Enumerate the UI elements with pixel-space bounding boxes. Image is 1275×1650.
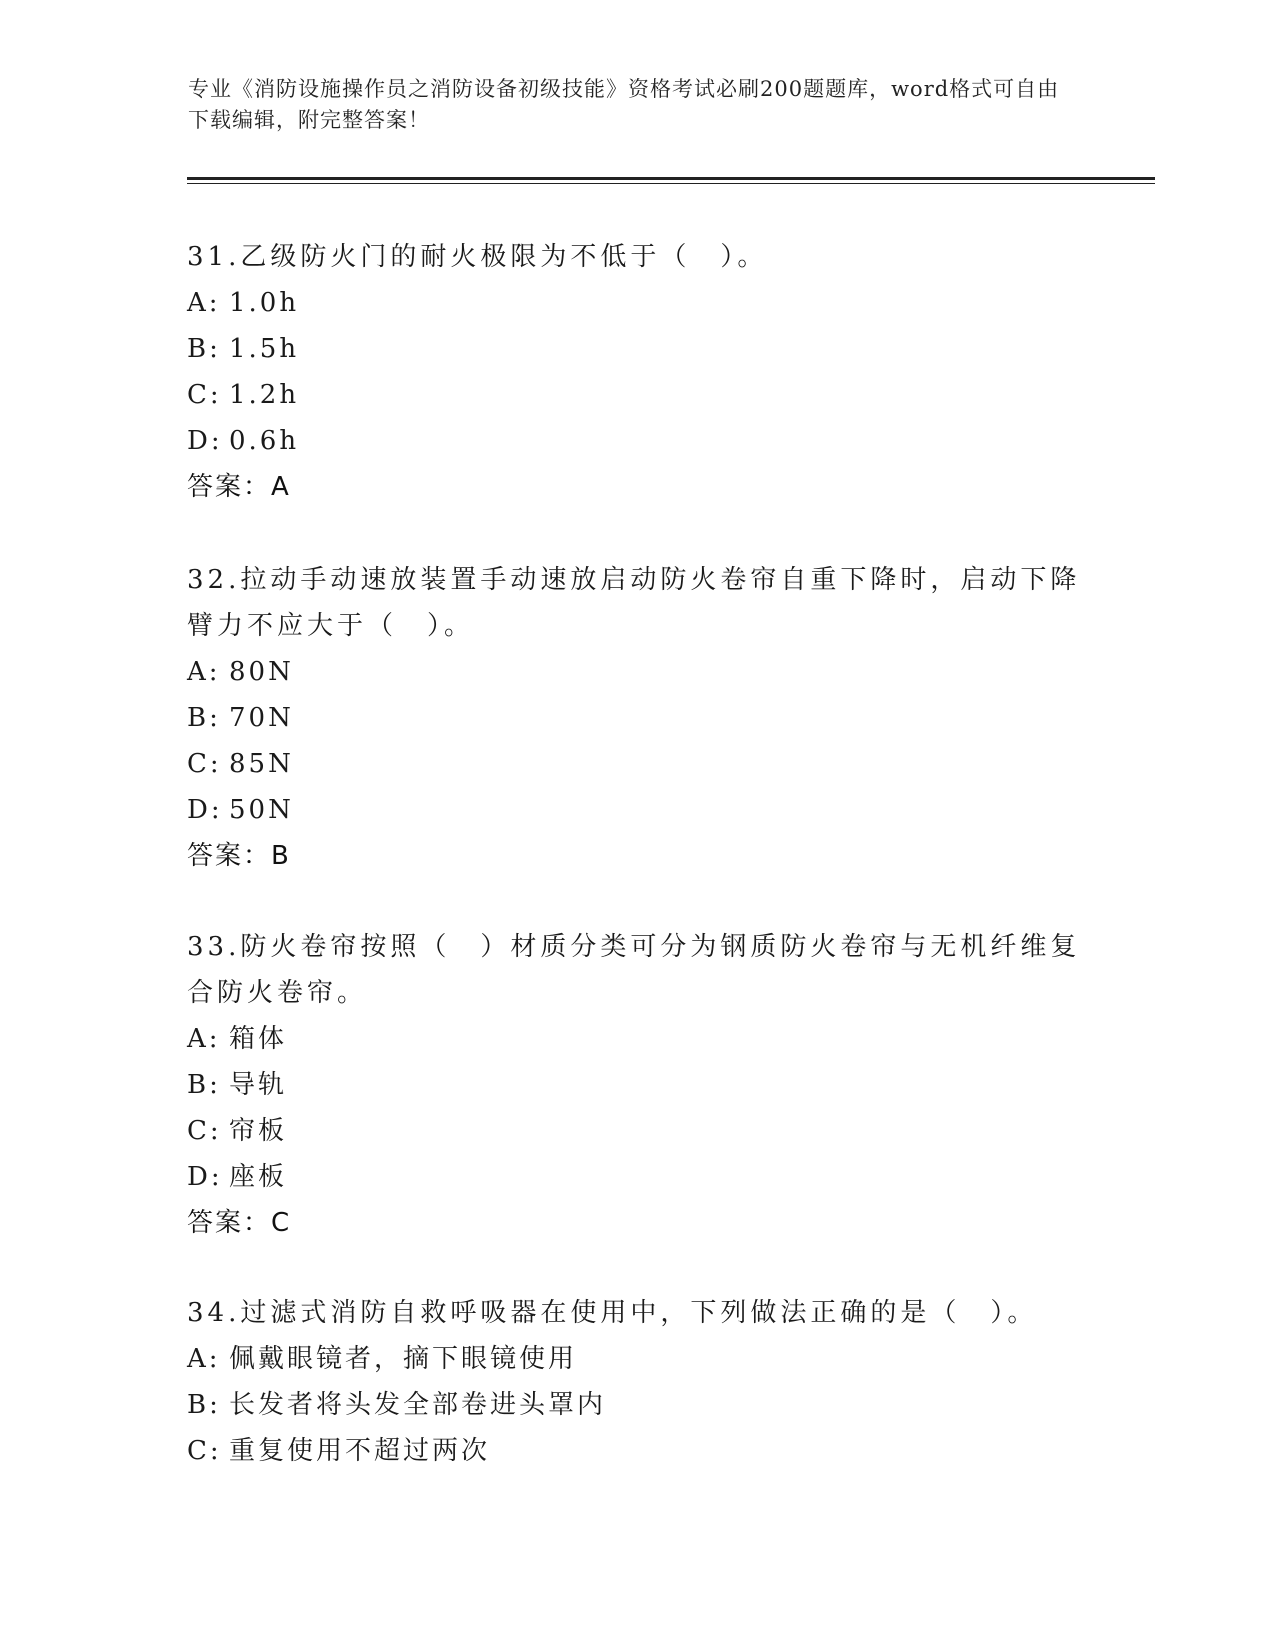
option-key: A: bbox=[187, 1024, 221, 1054]
option-c bbox=[187, 741, 1087, 787]
option-text: 长发者将头发全部卷进头罩内 bbox=[229, 1390, 607, 1420]
question-stem: 32.拉动手动速放装置手动速放启动防火卷帘自重下降时，启动下降臂力不应大于（ ）。 bbox=[187, 565, 1081, 641]
option-key: C: bbox=[187, 1436, 222, 1466]
option-text: 箱体 bbox=[229, 1024, 288, 1054]
option-text: 重复使用不超过两次 bbox=[229, 1436, 491, 1466]
option-c bbox=[187, 1108, 1087, 1154]
option-a bbox=[187, 1016, 1087, 1062]
option-a bbox=[187, 1336, 1087, 1382]
option-text: 佩戴眼镜者，摘下眼镜使用 bbox=[229, 1344, 578, 1374]
option-b bbox=[187, 1062, 1087, 1108]
option-key: B: bbox=[187, 1070, 221, 1100]
question-stem: 31.乙级防火门的耐火极限为不低于（ ）。 bbox=[187, 242, 768, 272]
option-text: 85N bbox=[229, 749, 294, 779]
question-stem: 33.防火卷帘按照（ ）材质分类可分为钢质防火卷帘与无机纤维复合防火卷帘。 bbox=[187, 932, 1081, 1008]
option-key: C: bbox=[187, 1116, 222, 1146]
option-key: A: bbox=[187, 1344, 221, 1374]
answer-label: 答案：C bbox=[187, 1208, 292, 1238]
option-text: 0.6h bbox=[229, 426, 300, 456]
header-divider-thick bbox=[187, 177, 1155, 180]
option-text: 导轨 bbox=[229, 1070, 288, 1100]
option-text: 1.2h bbox=[229, 380, 300, 410]
answer-label: 答案：B bbox=[187, 841, 291, 871]
header-divider-thin bbox=[187, 183, 1155, 184]
option-b bbox=[187, 326, 1087, 372]
question-stem: 34.过滤式消防自救呼吸器在使用中，下列做法正确的是（ ）。 bbox=[187, 1298, 1038, 1328]
option-d bbox=[187, 787, 1087, 833]
option-text: 帘板 bbox=[229, 1116, 288, 1146]
option-key: A: bbox=[187, 657, 221, 687]
option-a bbox=[187, 280, 1087, 326]
option-key: D: bbox=[187, 1162, 223, 1192]
option-key: B: bbox=[187, 1390, 221, 1420]
option-text: 1.5h bbox=[229, 334, 300, 364]
option-d bbox=[187, 418, 1087, 464]
option-b bbox=[187, 695, 1087, 741]
option-text: 座板 bbox=[229, 1162, 288, 1192]
option-text: 80N bbox=[229, 657, 294, 687]
option-key: C: bbox=[187, 380, 222, 410]
question-31 bbox=[187, 234, 1087, 510]
option-key: B: bbox=[187, 703, 221, 733]
question-32 bbox=[187, 557, 1087, 879]
option-text: 50N bbox=[229, 795, 294, 825]
option-key: D: bbox=[187, 426, 223, 456]
option-d bbox=[187, 1154, 1087, 1200]
option-text: 1.0h bbox=[229, 288, 300, 318]
option-text: 70N bbox=[229, 703, 294, 733]
answer-label: 答案：A bbox=[187, 472, 291, 502]
option-c bbox=[187, 1428, 1087, 1474]
option-c bbox=[187, 372, 1087, 418]
question-34 bbox=[187, 1290, 1087, 1474]
document-header: 专业《消防设施操作员之消防设备初级技能》资格考试必刷200题题库，word格式可自由下载编辑，附完整答案！ bbox=[188, 77, 1060, 132]
option-key: D: bbox=[187, 795, 223, 825]
option-key: B: bbox=[187, 334, 221, 364]
question-33 bbox=[187, 924, 1087, 1246]
option-b bbox=[187, 1382, 1087, 1428]
option-key: A: bbox=[187, 288, 221, 318]
option-a bbox=[187, 649, 1087, 695]
option-key: C: bbox=[187, 749, 222, 779]
